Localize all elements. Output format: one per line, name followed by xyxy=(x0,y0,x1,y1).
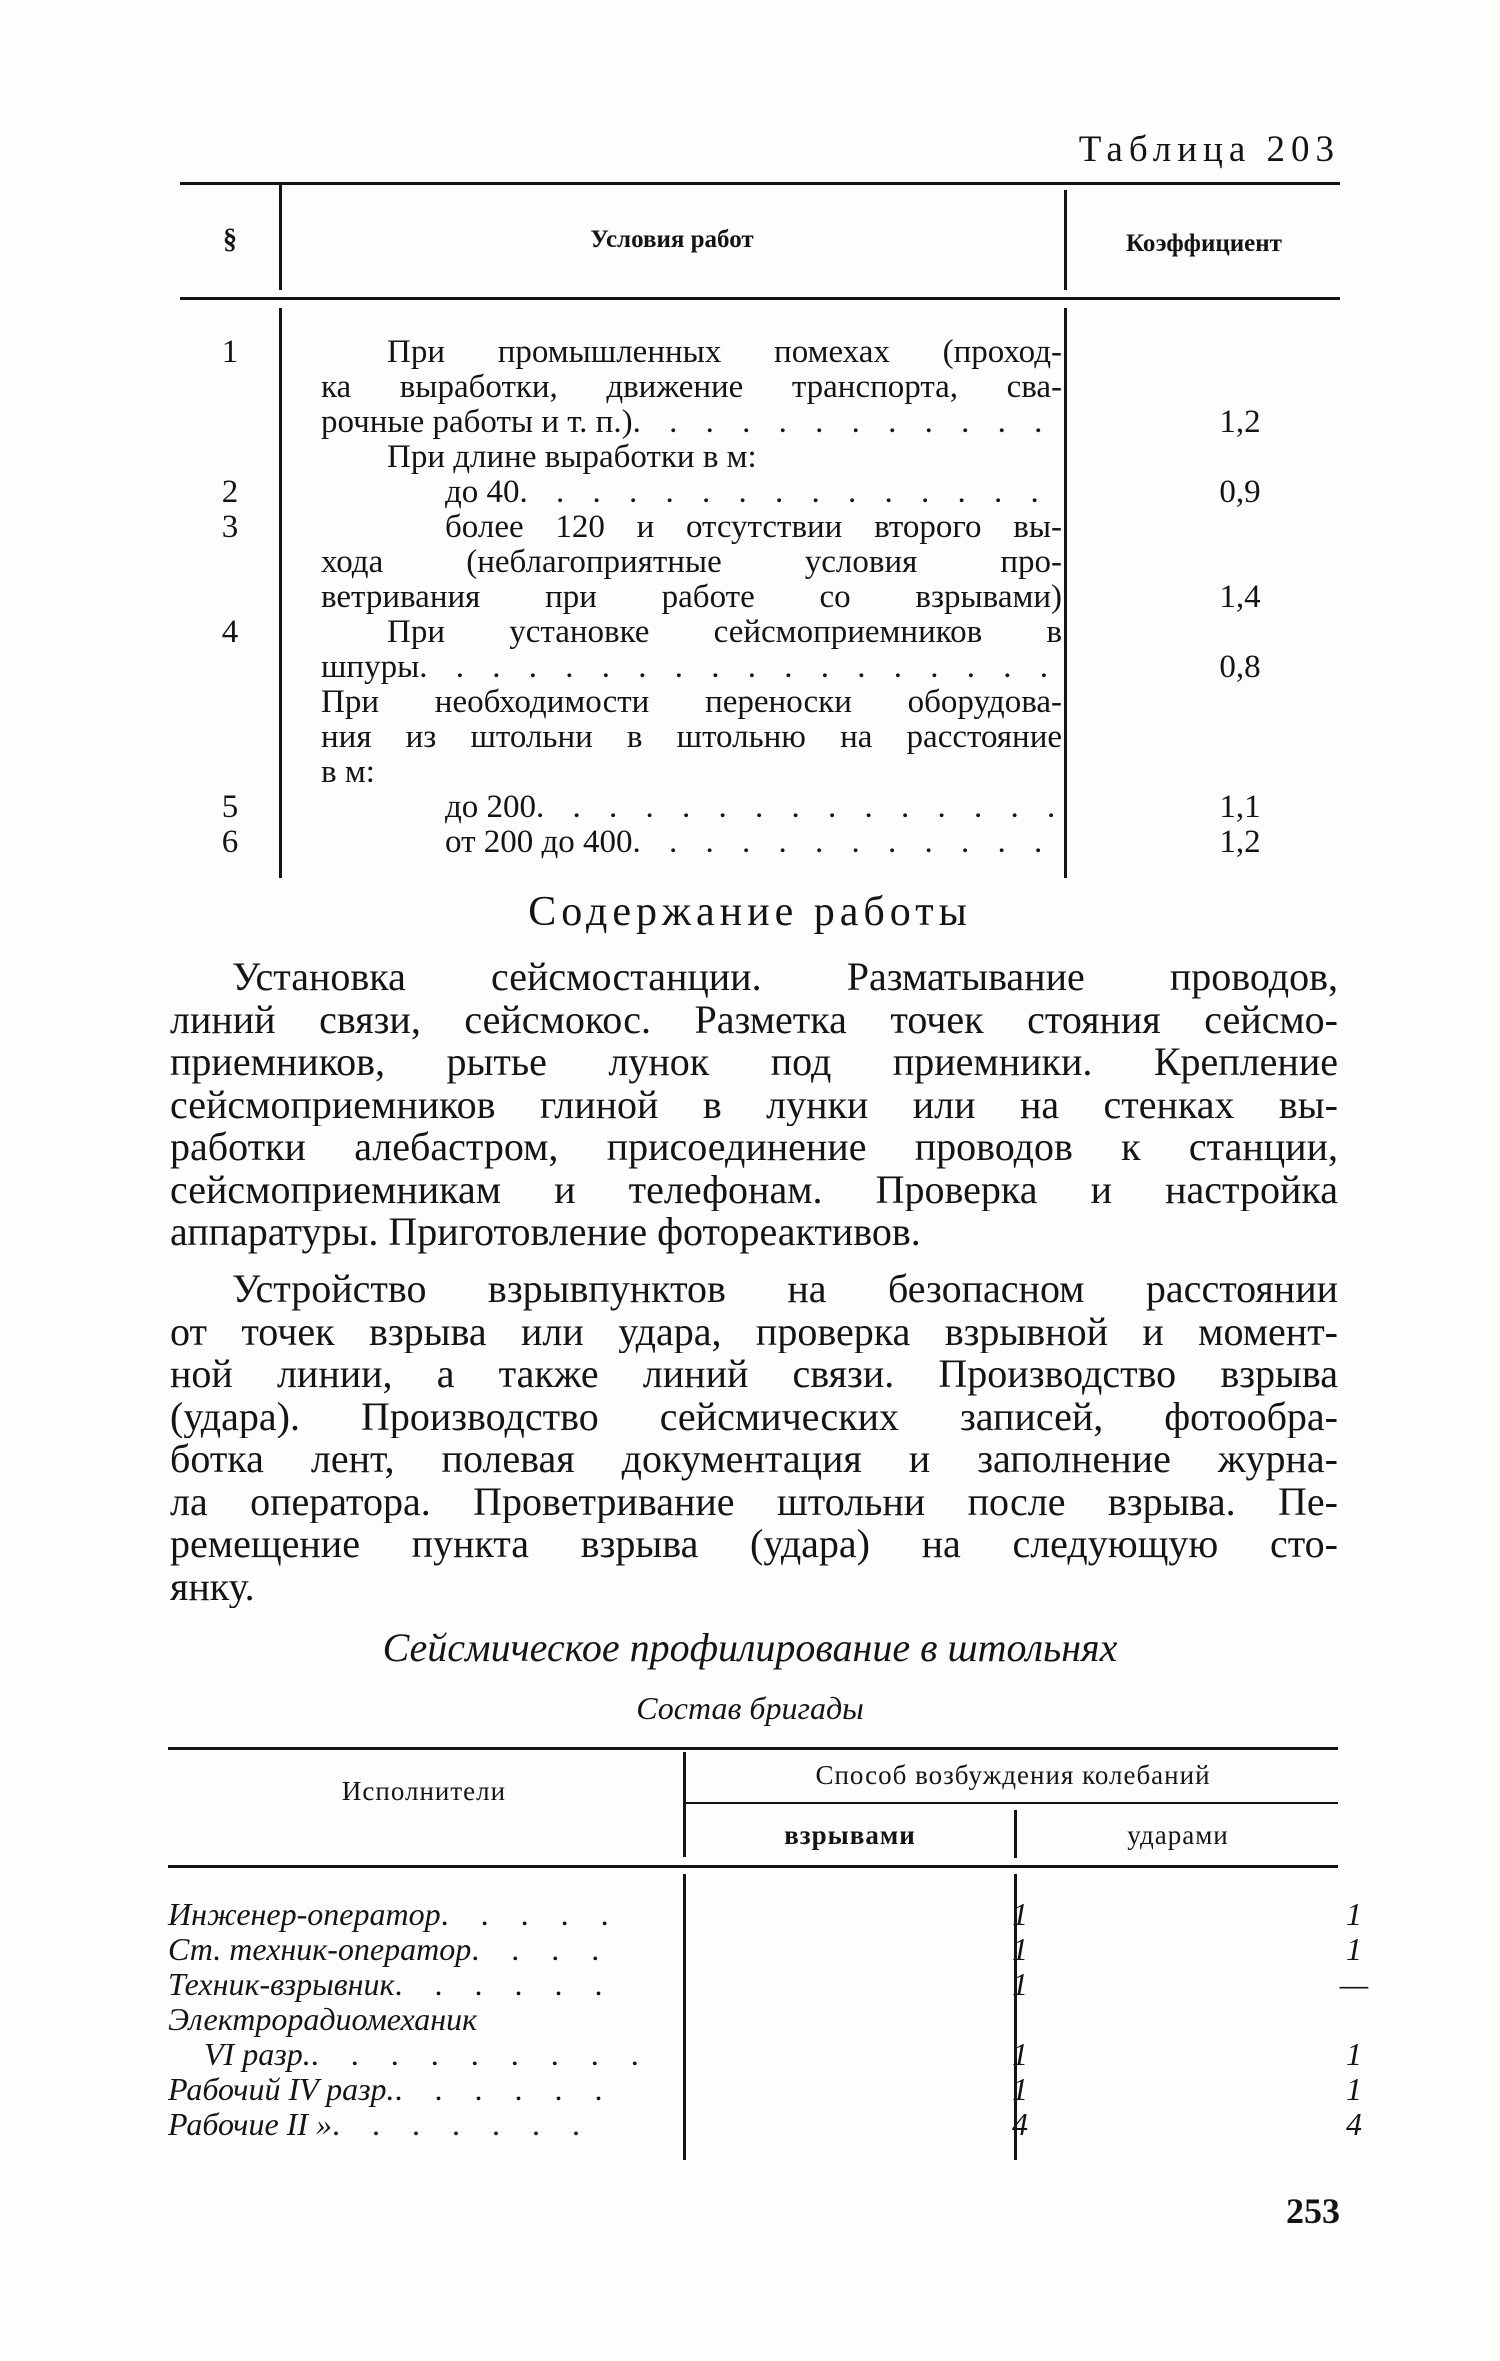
text-line: янку. xyxy=(170,1565,255,1608)
crew-divider-sub xyxy=(1014,1810,1017,1858)
text-line: Установка сейсмостанции. Разматывание проводов, xyxy=(232,956,1338,999)
condition-text: рочные работы и т. п.) xyxy=(321,405,633,440)
row-number: 2 xyxy=(221,474,239,510)
text-line: ремещение пункта взрыва (удара) на следующую сто- xyxy=(170,1523,1338,1566)
header-performers: Исполнители xyxy=(341,1776,507,1806)
table-divider-left-body xyxy=(279,308,282,878)
table-divider-right xyxy=(1064,190,1067,290)
explosions-count: 1 xyxy=(1012,1896,1028,1932)
leader-dots xyxy=(633,825,1062,860)
row-number: 3 xyxy=(221,509,239,545)
performer-name: Рабочие II » xyxy=(168,2106,332,2142)
explosions-count: 1 xyxy=(1012,1931,1028,1967)
table-header-rule xyxy=(180,297,1340,300)
explosions-count: 1 xyxy=(1012,2071,1028,2107)
condition-text: от 200 до 400 xyxy=(445,825,633,860)
condition-line: в м: xyxy=(321,755,375,790)
table-row xyxy=(168,2071,1362,2107)
text-line: ла оператора. Проветривание штольни после взрыва. Пе- xyxy=(170,1480,1338,1523)
performer-name: Ст. техник-оператор xyxy=(168,1931,472,1967)
condition-text: до 200 xyxy=(445,790,537,825)
explosions-count: 1 xyxy=(1012,1966,1028,2002)
impacts-count: 4 xyxy=(1346,2106,1362,2142)
text-line: сейсмоприемников глиной в лунки или на стенках вы- xyxy=(170,1083,1338,1126)
leader-dots xyxy=(311,2036,644,2073)
condition-text: до 40 xyxy=(445,475,520,510)
condition-line: хода (неблагоприятные условия про- xyxy=(321,545,1062,580)
condition-line: При необходимости переноски оборудова- xyxy=(321,685,1062,720)
row-number: 1 xyxy=(221,334,239,370)
condition-line: ветривания при работе со взрывами) xyxy=(321,580,1062,615)
text-line: от точек взрыва или удара, проверка взрывной и момент- xyxy=(170,1310,1338,1353)
text-line: сейсмоприемникам и телефонам. Проверка и настройка xyxy=(170,1168,1338,1211)
leader-dots xyxy=(394,1966,608,2003)
leader-dots xyxy=(536,790,1062,825)
leader-dots xyxy=(419,650,1062,685)
explosions-count: 1 xyxy=(1012,2036,1028,2072)
table-row xyxy=(168,1896,1362,1932)
condition-line: ния из штольни в штольню на расстояние xyxy=(321,720,1062,755)
condition-line xyxy=(321,650,1062,685)
row-number: 4 xyxy=(221,614,239,650)
crew-title: Состав бригады xyxy=(636,1690,864,1726)
text-line: аппаратуры. Приготовление фотореактивов. xyxy=(170,1211,921,1254)
header-explosions: взрывами xyxy=(784,1820,916,1850)
leader-dots xyxy=(520,475,1062,510)
condition-line xyxy=(321,405,1062,440)
table-row xyxy=(168,1931,1362,1967)
impacts-count: 1 xyxy=(1346,2036,1362,2072)
leader-dots xyxy=(395,2071,608,2108)
table-row xyxy=(168,2106,1362,2142)
text-line: приемников, рытье лунок под приемники. Крепление xyxy=(170,1041,1338,1084)
table-divider-right-body xyxy=(1064,308,1067,878)
condition-line xyxy=(321,825,1062,860)
condition-line xyxy=(321,790,1062,825)
table-label: Таблица 203 xyxy=(1078,129,1340,170)
coefficient-value: 0,8 xyxy=(1219,649,1261,685)
coefficient-value: 0,9 xyxy=(1219,474,1261,510)
header-coefficient: Коэффициент xyxy=(1126,230,1282,257)
crew-table-sub-rule xyxy=(685,1802,1338,1804)
text-line: ной линии, а также линий связи. Производство взрыва xyxy=(170,1353,1338,1396)
paragraph-1 xyxy=(170,956,1338,1254)
condition-line: При установке сейсмоприемников в xyxy=(387,615,1062,650)
impacts-count: 1 xyxy=(1346,1931,1362,1967)
condition-line: более 120 и отсутствии второго вы- xyxy=(445,510,1062,545)
row-number: 5 xyxy=(221,789,239,825)
table-row xyxy=(168,1966,1369,2002)
row-number: 6 xyxy=(221,824,239,860)
text-line: работки алебастром, присоединение проводов к станции, xyxy=(170,1126,1338,1169)
subtitle: Сейсмическое профилирование в штольнях xyxy=(382,1625,1118,1670)
table-row xyxy=(168,2001,1338,2035)
header-section-symbol: § xyxy=(223,224,237,255)
text-line: линий связи, сейсмокос. Разметка точек стояния сейсмо- xyxy=(170,998,1338,1041)
text-line: (удара). Производство сейсмических записей, фотообра- xyxy=(170,1395,1338,1438)
condition-line: ка выработки, движение транспорта, сва- xyxy=(321,370,1062,405)
performer-name: Техник-взрывник xyxy=(168,1966,395,2002)
coefficient-value: 1,2 xyxy=(1219,824,1261,860)
paragraph-2 xyxy=(170,1268,1338,1608)
crew-table-top-rule xyxy=(168,1747,1338,1750)
table-row xyxy=(168,2036,1362,2072)
explosions-count: 4 xyxy=(1012,2106,1028,2142)
page-number: 253 xyxy=(1286,2191,1340,2231)
text-line: ботка лент, полевая документация и заполнение журна- xyxy=(170,1438,1338,1481)
performer-name: Инженер-оператор xyxy=(168,1896,441,1932)
condition-line: При длине выработки в м: xyxy=(387,440,757,475)
crew-divider-main xyxy=(683,1752,686,1857)
header-conditions: Условия работ xyxy=(590,226,754,253)
header-excitation-method: Способ возбуждения колебаний xyxy=(815,1760,1211,1790)
condition-line: При промышленных помехах (проход- xyxy=(387,335,1062,370)
table-top-rule xyxy=(180,182,1340,185)
leader-dots xyxy=(332,2106,608,2143)
leader-dots xyxy=(441,1896,608,1933)
crew-table-header-rule xyxy=(168,1865,1338,1868)
leader-dots xyxy=(633,405,1062,440)
performer-name: VI разр. xyxy=(204,2036,311,2072)
condition-line xyxy=(321,475,1062,510)
impacts-count: 1 xyxy=(1346,2071,1362,2107)
condition-text: шпуры xyxy=(321,650,420,685)
coefficient-value: 1,1 xyxy=(1219,789,1261,825)
text-line: Устройство взрывпунктов на безопасном расстоянии xyxy=(232,1268,1338,1311)
conditions-column xyxy=(321,335,1062,860)
section-title: Содержание работы xyxy=(528,889,972,935)
performer-name: Электрорадиомеханик xyxy=(168,2001,478,2037)
performer-name: Рабочий IV разр. xyxy=(168,2071,395,2107)
impacts-count: 1 xyxy=(1346,1896,1362,1932)
coefficient-value: 1,4 xyxy=(1219,579,1261,615)
coefficient-value: 1,2 xyxy=(1219,404,1261,440)
leader-dots xyxy=(471,1931,608,1968)
header-impacts: ударами xyxy=(1127,1820,1229,1850)
impacts-count: — xyxy=(1339,1966,1369,2002)
